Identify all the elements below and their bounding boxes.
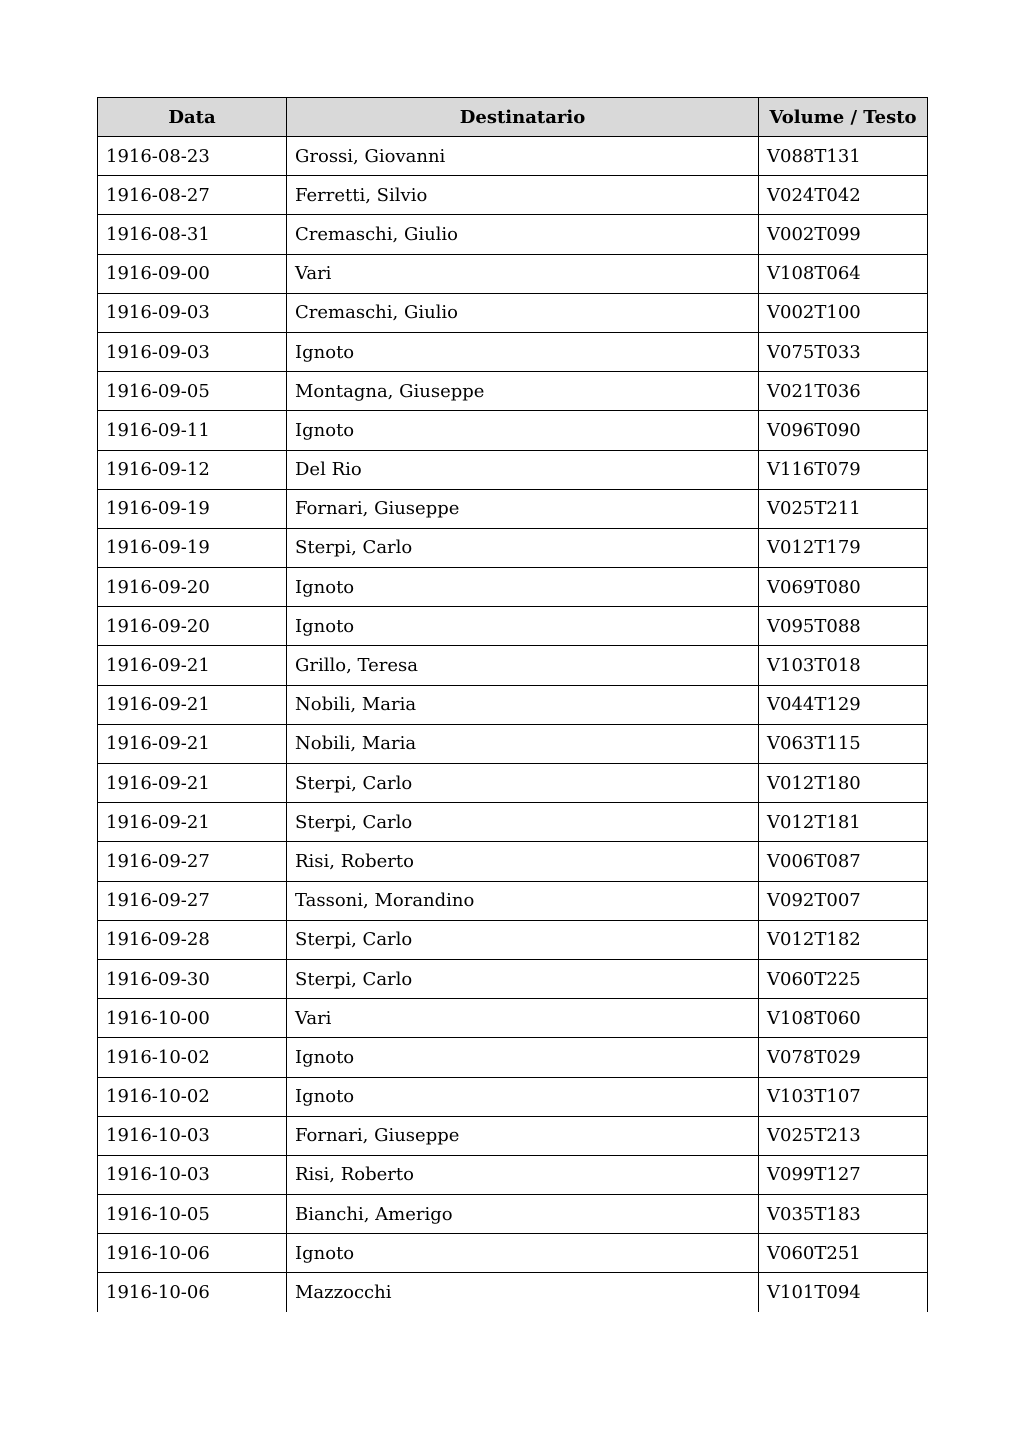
table-row bbox=[98, 489, 928, 528]
cell-volume: V012T180 bbox=[759, 764, 928, 803]
cell-date: 1916-09-27 bbox=[98, 881, 287, 920]
cell-recipient: Nobili, Maria bbox=[287, 685, 759, 724]
table-row bbox=[98, 764, 928, 803]
cell-recipient: Cremaschi, Giulio bbox=[287, 293, 759, 332]
cell-volume: V002T099 bbox=[759, 215, 928, 254]
cell-date: 1916-09-21 bbox=[98, 803, 287, 842]
cell-recipient: Ignoto bbox=[287, 568, 759, 607]
cell-recipient: Ignoto bbox=[287, 1077, 759, 1116]
cell-volume: V060T225 bbox=[759, 959, 928, 998]
cell-recipient: Ignoto bbox=[287, 332, 759, 371]
header-volume: Volume / Testo bbox=[759, 98, 928, 137]
cell-recipient: Sterpi, Carlo bbox=[287, 764, 759, 803]
cell-date: 1916-10-03 bbox=[98, 1155, 287, 1194]
cell-date: 1916-08-23 bbox=[98, 137, 287, 176]
cell-recipient: Ignoto bbox=[287, 1234, 759, 1273]
cell-volume: V021T036 bbox=[759, 372, 928, 411]
cell-volume: V006T087 bbox=[759, 842, 928, 881]
cell-recipient: Vari bbox=[287, 254, 759, 293]
cell-date: 1916-10-06 bbox=[98, 1273, 287, 1312]
table-row bbox=[98, 254, 928, 293]
cell-date: 1916-09-27 bbox=[98, 842, 287, 881]
cell-date: 1916-09-12 bbox=[98, 450, 287, 489]
cell-volume: V116T079 bbox=[759, 450, 928, 489]
table-row bbox=[98, 528, 928, 567]
cell-volume: V002T100 bbox=[759, 293, 928, 332]
table-row bbox=[98, 137, 928, 176]
table-body bbox=[98, 137, 928, 1313]
cell-volume: V092T007 bbox=[759, 881, 928, 920]
table-row bbox=[98, 1155, 928, 1194]
cell-recipient: Nobili, Maria bbox=[287, 724, 759, 763]
cell-date: 1916-10-02 bbox=[98, 1077, 287, 1116]
cell-date: 1916-10-02 bbox=[98, 1038, 287, 1077]
cell-recipient: Sterpi, Carlo bbox=[287, 528, 759, 567]
cell-volume: V096T090 bbox=[759, 411, 928, 450]
cell-recipient: Cremaschi, Giulio bbox=[287, 215, 759, 254]
table-row bbox=[98, 999, 928, 1038]
cell-date: 1916-09-00 bbox=[98, 254, 287, 293]
cell-date: 1916-08-27 bbox=[98, 176, 287, 215]
cell-recipient: Sterpi, Carlo bbox=[287, 920, 759, 959]
cell-recipient: Bianchi, Amerigo bbox=[287, 1195, 759, 1234]
cell-volume: V108T060 bbox=[759, 999, 928, 1038]
letters-table bbox=[97, 97, 928, 1312]
cell-recipient: Risi, Roberto bbox=[287, 842, 759, 881]
table-header-row bbox=[98, 98, 928, 137]
cell-volume: V060T251 bbox=[759, 1234, 928, 1273]
cell-volume: V012T179 bbox=[759, 528, 928, 567]
table-row bbox=[98, 842, 928, 881]
cell-recipient: Tassoni, Morandino bbox=[287, 881, 759, 920]
cell-date: 1916-09-21 bbox=[98, 764, 287, 803]
cell-volume: V025T213 bbox=[759, 1116, 928, 1155]
table-row bbox=[98, 411, 928, 450]
table-row bbox=[98, 920, 928, 959]
cell-volume: V088T131 bbox=[759, 137, 928, 176]
cell-volume: V069T080 bbox=[759, 568, 928, 607]
table-row bbox=[98, 1195, 928, 1234]
cell-volume: V044T129 bbox=[759, 685, 928, 724]
cell-date: 1916-10-05 bbox=[98, 1195, 287, 1234]
cell-date: 1916-09-21 bbox=[98, 724, 287, 763]
cell-volume: V099T127 bbox=[759, 1155, 928, 1194]
table-row bbox=[98, 176, 928, 215]
cell-date: 1916-08-31 bbox=[98, 215, 287, 254]
cell-date: 1916-09-21 bbox=[98, 646, 287, 685]
cell-recipient: Ignoto bbox=[287, 607, 759, 646]
cell-volume: V075T033 bbox=[759, 332, 928, 371]
table-row bbox=[98, 607, 928, 646]
cell-recipient: Grossi, Giovanni bbox=[287, 137, 759, 176]
cell-volume: V063T115 bbox=[759, 724, 928, 763]
letters-table-container bbox=[97, 97, 927, 1312]
table-row bbox=[98, 646, 928, 685]
cell-recipient: Sterpi, Carlo bbox=[287, 803, 759, 842]
cell-recipient: Risi, Roberto bbox=[287, 1155, 759, 1194]
cell-date: 1916-10-00 bbox=[98, 999, 287, 1038]
cell-recipient: Fornari, Giuseppe bbox=[287, 489, 759, 528]
cell-recipient: Grillo, Teresa bbox=[287, 646, 759, 685]
cell-recipient: Del Rio bbox=[287, 450, 759, 489]
cell-date: 1916-09-20 bbox=[98, 607, 287, 646]
table-row bbox=[98, 685, 928, 724]
table-row bbox=[98, 1077, 928, 1116]
table-row bbox=[98, 450, 928, 489]
cell-date: 1916-09-20 bbox=[98, 568, 287, 607]
table-row bbox=[98, 1038, 928, 1077]
cell-date: 1916-09-19 bbox=[98, 489, 287, 528]
cell-date: 1916-10-06 bbox=[98, 1234, 287, 1273]
header-recipient: Destinatario bbox=[287, 98, 759, 137]
cell-volume: V012T181 bbox=[759, 803, 928, 842]
table-row bbox=[98, 959, 928, 998]
table-row bbox=[98, 372, 928, 411]
cell-recipient: Vari bbox=[287, 999, 759, 1038]
cell-date: 1916-10-03 bbox=[98, 1116, 287, 1155]
table-row bbox=[98, 881, 928, 920]
cell-date: 1916-09-05 bbox=[98, 372, 287, 411]
cell-recipient: Ignoto bbox=[287, 1038, 759, 1077]
cell-volume: V095T088 bbox=[759, 607, 928, 646]
cell-recipient: Montagna, Giuseppe bbox=[287, 372, 759, 411]
table-row bbox=[98, 1273, 928, 1312]
cell-date: 1916-09-30 bbox=[98, 959, 287, 998]
cell-recipient: Fornari, Giuseppe bbox=[287, 1116, 759, 1155]
table-row bbox=[98, 803, 928, 842]
cell-recipient: Mazzocchi bbox=[287, 1273, 759, 1312]
cell-date: 1916-09-21 bbox=[98, 685, 287, 724]
table-row bbox=[98, 332, 928, 371]
table-row bbox=[98, 215, 928, 254]
cell-recipient: Sterpi, Carlo bbox=[287, 959, 759, 998]
cell-volume: V024T042 bbox=[759, 176, 928, 215]
table-row bbox=[98, 293, 928, 332]
cell-volume: V103T107 bbox=[759, 1077, 928, 1116]
table-row bbox=[98, 1234, 928, 1273]
cell-volume: V108T064 bbox=[759, 254, 928, 293]
table-row bbox=[98, 568, 928, 607]
table-row bbox=[98, 1116, 928, 1155]
cell-date: 1916-09-03 bbox=[98, 332, 287, 371]
cell-date: 1916-09-03 bbox=[98, 293, 287, 332]
header-date: Data bbox=[98, 98, 287, 137]
cell-volume: V101T094 bbox=[759, 1273, 928, 1312]
table-row bbox=[98, 724, 928, 763]
cell-date: 1916-09-28 bbox=[98, 920, 287, 959]
cell-volume: V012T182 bbox=[759, 920, 928, 959]
cell-recipient: Ignoto bbox=[287, 411, 759, 450]
cell-volume: V025T211 bbox=[759, 489, 928, 528]
cell-volume: V103T018 bbox=[759, 646, 928, 685]
cell-recipient: Ferretti, Silvio bbox=[287, 176, 759, 215]
cell-volume: V078T029 bbox=[759, 1038, 928, 1077]
cell-date: 1916-09-19 bbox=[98, 528, 287, 567]
cell-volume: V035T183 bbox=[759, 1195, 928, 1234]
cell-date: 1916-09-11 bbox=[98, 411, 287, 450]
